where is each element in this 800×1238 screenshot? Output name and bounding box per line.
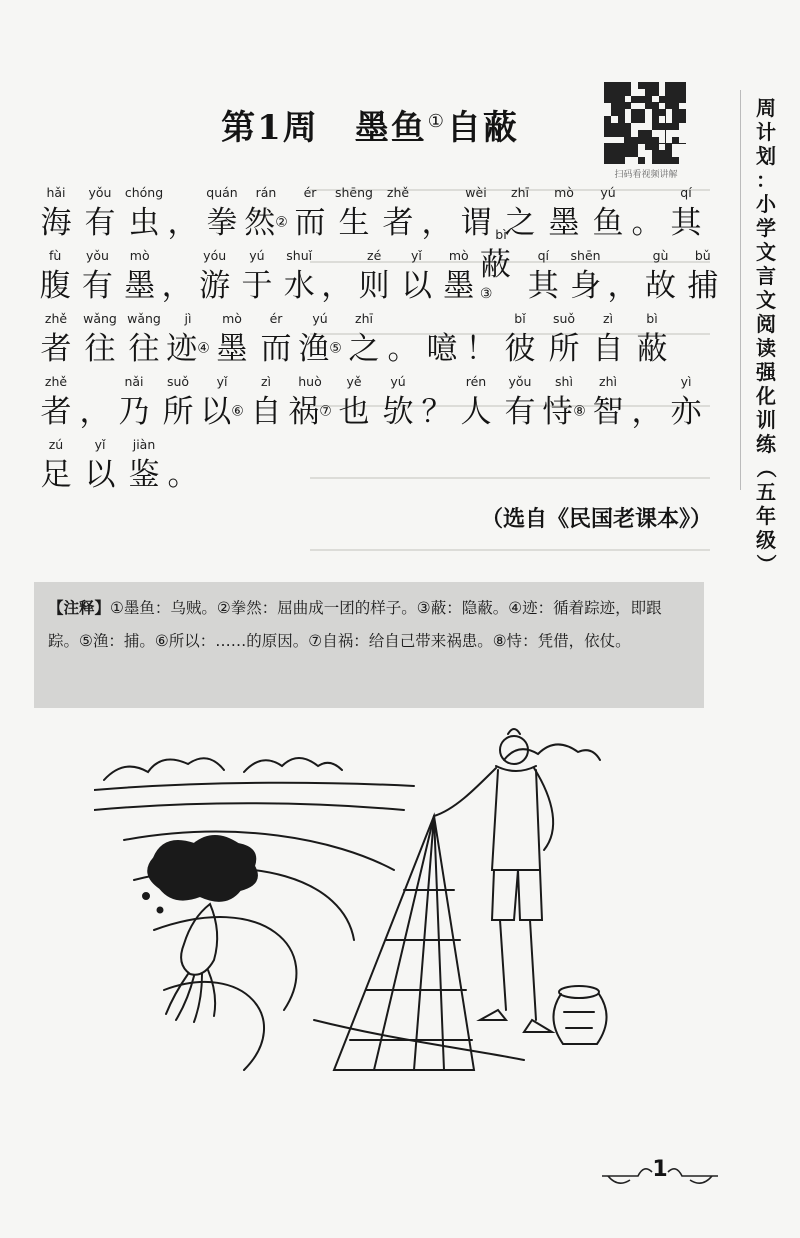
pinyin: shì — [555, 374, 573, 389]
character-cell — [376, 373, 420, 434]
punctuation-cell — [420, 184, 454, 245]
character-cell — [200, 184, 244, 245]
hanzi: 游 — [199, 268, 231, 304]
pinyin: hǎi — [46, 185, 66, 200]
hanzi: 生 — [338, 205, 370, 241]
spine-divider — [740, 90, 741, 490]
hanzi: 水 — [283, 268, 315, 304]
fisherman-squid-illustration — [94, 720, 714, 1080]
pinyin: bì — [646, 311, 658, 326]
pinyin: yì — [680, 374, 692, 389]
hanzi: ？ — [421, 394, 453, 430]
character-cell — [682, 247, 724, 308]
character-cell — [122, 184, 166, 245]
hanzi: 以 — [84, 457, 116, 493]
hanzi: 之 — [504, 205, 536, 241]
pinyin: yǒu — [508, 374, 532, 389]
book-spine-title — [748, 96, 784, 574]
character-cell — [34, 247, 76, 308]
character-cell — [542, 373, 586, 434]
pinyin: jì — [184, 311, 192, 326]
hanzi: 蔽 — [479, 246, 511, 283]
hanzi: 往 — [128, 331, 160, 367]
passage-line — [34, 434, 724, 497]
hanzi: ， — [79, 394, 111, 430]
pinyin: huò — [298, 374, 322, 389]
spine-char: 文 — [756, 288, 776, 312]
passage-line — [34, 182, 724, 245]
character-cell — [34, 436, 78, 497]
pinyin: wǎng — [83, 311, 117, 326]
hanzi: 虫 — [128, 205, 160, 241]
character-cell — [542, 310, 586, 371]
hanzi: 鉴 — [128, 457, 160, 493]
character-cell — [332, 184, 376, 245]
character-cell — [236, 247, 278, 308]
spine-char: 周 — [756, 96, 776, 120]
character-cell — [639, 247, 681, 308]
spine-char: 阅 — [756, 312, 776, 336]
spine-char: ） — [754, 554, 778, 574]
character-cell — [34, 184, 78, 245]
passage-line — [34, 308, 724, 371]
character-cell — [630, 310, 674, 371]
spine-char: 计 — [756, 120, 776, 144]
hanzi: 。 — [631, 205, 663, 241]
pinyin: mò — [554, 185, 574, 200]
footnote-marker: ⑧ — [573, 403, 586, 420]
hanzi: 鱼 — [592, 205, 624, 241]
hanzi: ， — [161, 268, 193, 304]
page-footer — [600, 1150, 720, 1196]
character-cell — [200, 373, 244, 434]
hanzi: 以 — [200, 394, 232, 430]
character-cell — [78, 436, 122, 497]
hanzi: 墨 — [548, 205, 580, 241]
character-cell — [244, 184, 288, 245]
character-cell — [112, 373, 156, 434]
pinyin: yú — [600, 185, 616, 200]
punctuation-cell — [607, 247, 640, 308]
hanzi: 亦 — [670, 394, 702, 430]
spine-char: 文 — [756, 240, 776, 264]
spine-char: 言 — [756, 264, 776, 288]
hanzi: 迹 — [166, 331, 198, 367]
pinyin: nǎi — [124, 374, 144, 389]
character-cell — [78, 310, 122, 371]
punctuation-cell — [166, 436, 200, 497]
title-part1: 墨鱼 — [354, 108, 427, 148]
pinyin: yóu — [203, 248, 227, 263]
character-cell — [664, 184, 708, 245]
character-cell — [342, 310, 386, 371]
spine-char: 读 — [756, 336, 776, 360]
character-cell — [498, 310, 542, 371]
hanzi: 所 — [162, 394, 194, 430]
hanzi: 以 — [400, 268, 432, 304]
pinyin: suǒ — [552, 311, 576, 326]
punctuation-cell — [420, 373, 454, 434]
character-cell — [586, 373, 630, 434]
pinyin: yú — [249, 248, 265, 263]
hanzi: 。 — [167, 457, 199, 493]
character-cell — [586, 184, 630, 245]
hanzi: 墨 — [216, 331, 248, 367]
hanzi: 墨 — [443, 268, 475, 304]
hanzi: 也 — [338, 394, 370, 430]
pinyin: zì — [602, 311, 614, 326]
hanzi: 人 — [460, 394, 492, 430]
pinyin: bǐ — [514, 311, 526, 326]
qr-caption: 扫码看视频讲解 — [614, 170, 678, 180]
punctuation-cell — [630, 373, 664, 434]
character-cell — [454, 373, 498, 434]
hanzi: 有 — [504, 394, 536, 430]
pinyin: fù — [48, 248, 62, 263]
pinyin: zhě — [386, 185, 410, 200]
hanzi: ， — [167, 205, 199, 241]
pinyin: yǒu — [85, 248, 109, 263]
hanzi: 海 — [40, 205, 72, 241]
punctuation-cell — [320, 247, 353, 308]
punctuation-cell — [630, 184, 664, 245]
pinyin: yǐ — [411, 248, 422, 263]
character-cell — [376, 184, 420, 245]
pinyin: jiàn — [132, 437, 156, 452]
footnote-marker: ② — [275, 214, 288, 231]
character-cell — [332, 373, 376, 434]
character-cell — [298, 310, 342, 371]
spine-char: 训 — [756, 408, 776, 432]
spine-char: 练 — [756, 432, 776, 456]
hanzi: ！ — [465, 331, 497, 367]
punctuation-cell — [464, 310, 498, 371]
passage-line — [34, 226, 724, 308]
hanzi: 欤 — [382, 394, 414, 430]
pinyin: mò — [448, 248, 469, 263]
character-cell — [34, 310, 78, 371]
punctuation-cell — [161, 247, 194, 308]
hanzi: 乃 — [118, 394, 150, 430]
hanzi: 其 — [527, 268, 559, 304]
pinyin: yú — [390, 374, 406, 389]
footnote-marker: ④ — [197, 340, 210, 357]
character-cell — [522, 247, 564, 308]
punctuation-cell — [78, 373, 112, 434]
passage-line — [34, 371, 724, 434]
hanzi: 则 — [358, 268, 390, 304]
pinyin: zhī — [355, 311, 373, 326]
pinyin: mò — [222, 311, 242, 326]
punctuation-cell — [386, 310, 420, 371]
character-cell — [288, 184, 332, 245]
pinyin: zú — [48, 437, 64, 452]
hanzi: 于 — [241, 268, 273, 304]
pinyin: wèi — [465, 185, 487, 200]
hanzi: 者 — [40, 331, 72, 367]
pinyin: chóng — [124, 185, 164, 200]
pinyin: zhì — [599, 374, 617, 389]
hanzi: 自 — [250, 394, 282, 430]
pinyin: zì — [260, 374, 272, 389]
spine-char: （ — [754, 458, 778, 478]
footnote-marker: ⑥ — [231, 403, 244, 420]
hanzi: ， — [607, 268, 639, 304]
pinyin: zé — [367, 248, 382, 263]
character-cell — [438, 247, 480, 308]
pinyin: zhī — [511, 185, 529, 200]
spine-char: ： — [756, 168, 776, 192]
page-number: 1 — [652, 1157, 668, 1182]
character-cell — [34, 373, 78, 434]
character-cell — [119, 247, 161, 308]
footnote-marker: ⑤ — [329, 340, 342, 357]
hanzi: 蔽 — [636, 331, 668, 367]
pinyin: bǔ — [694, 248, 711, 263]
spine-char: 小 — [756, 192, 776, 216]
pinyin: suǒ — [166, 374, 190, 389]
hanzi: 谓 — [460, 205, 492, 241]
character-cell — [156, 373, 200, 434]
hanzi: 腹 — [39, 268, 71, 304]
hanzi: 彼 — [504, 331, 536, 367]
footnote-marker: ③ — [479, 285, 493, 302]
spine-char: 划 — [756, 144, 776, 168]
character-cell — [288, 373, 332, 434]
punctuation-cell — [166, 184, 200, 245]
hanzi: ， — [421, 205, 453, 241]
character-cell — [480, 226, 522, 308]
pinyin: gù — [652, 248, 669, 263]
hanzi: 。 — [387, 331, 419, 367]
hanzi: 捕 — [687, 268, 719, 304]
pinyin: ér — [269, 311, 283, 326]
title-footnote-marker: ① — [427, 110, 446, 132]
hanzi: 所 — [548, 331, 580, 367]
qr-code-icon[interactable] — [604, 82, 686, 164]
hanzi: 者 — [40, 394, 72, 430]
pinyin: rén — [465, 374, 487, 389]
annotations-tag: 【注释】 — [48, 599, 111, 617]
spine-char: 强 — [756, 360, 776, 384]
annotations-text: ①墨鱼：乌贼。②拳然：屈曲成一团的样子。③蔽：隐蔽。④迹：循着踪迹，即跟踪。⑤渔：捕。⑥所以：……的原因。⑦自祸：给自己带来祸患。⑧恃：凭借，依仗。 — [48, 599, 662, 650]
hanzi: 智 — [592, 394, 624, 430]
character-cell — [194, 247, 236, 308]
hanzi: 有 — [81, 268, 113, 304]
hanzi: 有 — [84, 205, 116, 241]
hanzi: 其 — [670, 205, 702, 241]
pinyin: yǐ — [94, 437, 106, 452]
character-cell — [122, 310, 166, 371]
hanzi: 拳 — [206, 205, 238, 241]
character-cell — [395, 247, 437, 308]
hanzi: 渔 — [298, 331, 330, 367]
hanzi: 自 — [592, 331, 624, 367]
hanzi: 然 — [244, 205, 276, 241]
character-cell — [420, 310, 464, 371]
pinyin: shuǐ — [286, 248, 313, 263]
hanzi: 足 — [40, 457, 72, 493]
annotations-box — [34, 582, 704, 708]
pinyin: mò — [129, 248, 150, 263]
title-week: 第1周 — [221, 108, 319, 148]
character-cell — [278, 247, 320, 308]
hanzi: 而 — [294, 205, 326, 241]
spine-char: 级 — [756, 528, 776, 552]
character-cell — [78, 184, 122, 245]
hanzi: 身 — [570, 268, 602, 304]
hanzi: 之 — [348, 331, 380, 367]
hanzi: 祸 — [288, 394, 320, 430]
hanzi: 往 — [84, 331, 116, 367]
pinyin: yě — [346, 374, 362, 389]
character-cell — [542, 184, 586, 245]
pinyin: qí — [680, 185, 692, 200]
hanzi: 而 — [260, 331, 292, 367]
hanzi: 故 — [645, 268, 677, 304]
character-cell — [210, 310, 254, 371]
title-part2: 自蔽 — [446, 108, 519, 148]
pinyin: rán — [255, 185, 277, 200]
hanzi: 恃 — [542, 394, 574, 430]
pinyin: zhě — [44, 374, 68, 389]
pinyin: bì — [495, 226, 507, 242]
character-cell — [586, 310, 630, 371]
pinyin: ér — [303, 185, 317, 200]
spine-char: 学 — [756, 216, 776, 240]
character-cell — [244, 373, 288, 434]
pinyin: shēng — [335, 185, 373, 200]
spine-char: 化 — [756, 384, 776, 408]
pinyin: yú — [312, 311, 328, 326]
footnote-marker: ⑦ — [319, 403, 332, 420]
character-cell — [166, 310, 210, 371]
hanzi: 墨 — [124, 268, 156, 304]
spine-char: 五 — [756, 480, 776, 504]
pinyin: yǐ — [216, 374, 228, 389]
character-cell — [353, 247, 395, 308]
pinyin: wǎng — [127, 311, 161, 326]
character-cell — [664, 373, 708, 434]
character-cell — [564, 247, 606, 308]
pinyin: zhě — [44, 311, 68, 326]
classical-passage — [34, 182, 724, 497]
hanzi: 者 — [382, 205, 414, 241]
pinyin: quán — [206, 185, 238, 200]
character-cell — [498, 373, 542, 434]
passage-source: （选自《民国老课本》） — [480, 506, 712, 532]
hanzi: ， — [321, 268, 353, 304]
pinyin: shēn — [570, 248, 601, 263]
character-cell — [254, 310, 298, 371]
spine-char: 年 — [756, 504, 776, 528]
hanzi: ， — [631, 394, 663, 430]
hanzi: 噫 — [426, 331, 458, 367]
pinyin: yǒu — [88, 185, 112, 200]
character-cell — [76, 247, 118, 308]
character-cell — [122, 436, 166, 497]
pinyin: qí — [537, 248, 549, 263]
